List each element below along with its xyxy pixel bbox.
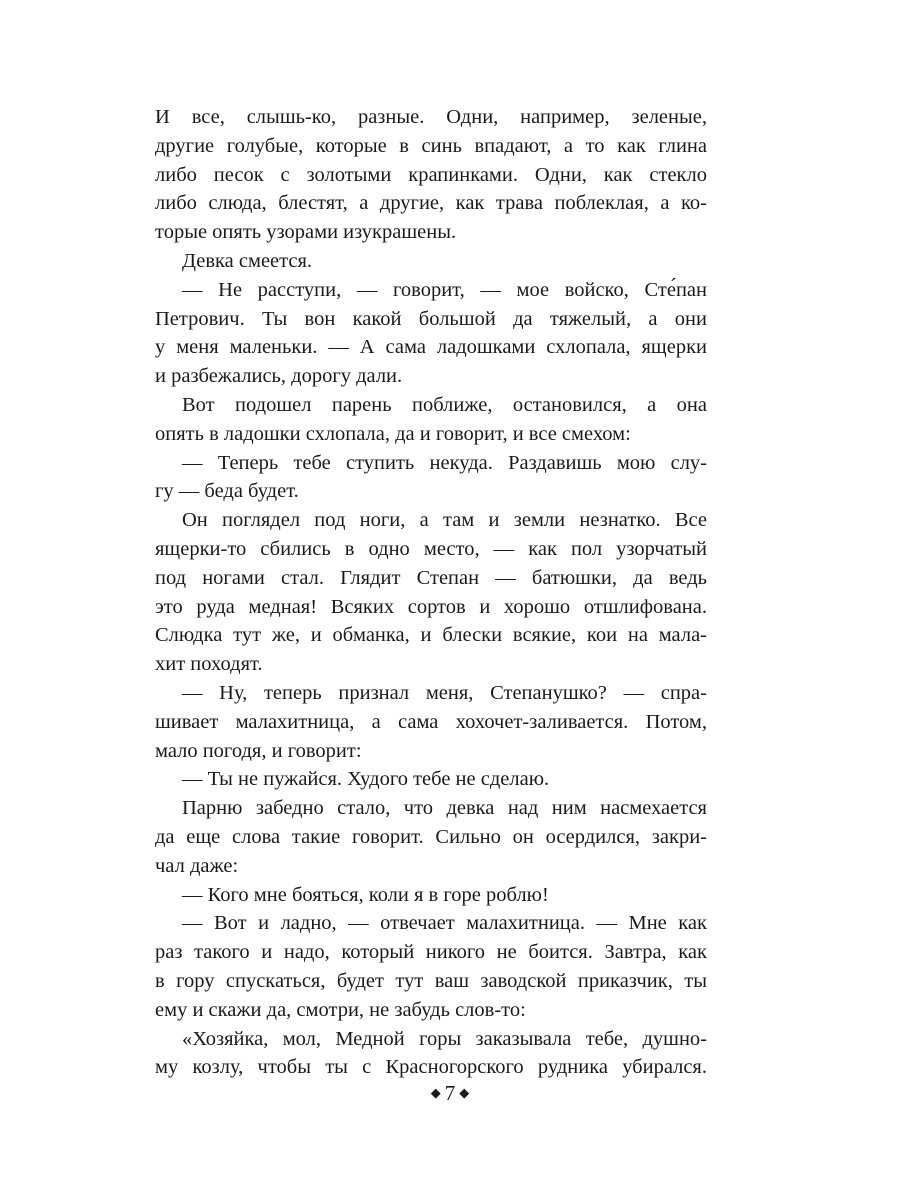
text-line: под ногами стал. Глядит Степан — батюшки, да ведь <box>155 566 707 589</box>
text-line: ящерки-то сбились в одно место, — как пол узорчатый <box>155 537 707 560</box>
page-number-value: 7 <box>444 1081 456 1105</box>
diamond-ornament-icon: ◆ <box>430 1085 441 1100</box>
text-line: ему и скажи да, смотри, не забудь слов-то: <box>155 998 526 1021</box>
text-line: другие голубые, которые в синь впадают, а то как глина <box>155 134 707 157</box>
text-line: в гору спускаться, будет тут ваш заводской приказчик, ты <box>155 969 707 992</box>
text-line: — Ну, теперь признал меня, Степанушко? — спра- <box>182 681 707 704</box>
text-line: Девка смеется. <box>182 249 313 272</box>
text-line: И все, слышь-ко, разные. Одни, например, зеленые, <box>155 106 707 128</box>
text-line: — Теперь тебе ступить некуда. Раздавишь мою слу- <box>182 451 707 474</box>
text-line: му козлу, чтобы ты с Красногорского рудника убирался. <box>155 1056 707 1079</box>
book-page-text <box>155 103 707 1082</box>
text-line: Петрович. Ты вон какой большой да тяжелый, а они <box>155 307 707 330</box>
text-line: хит походят. <box>155 653 263 676</box>
text-line: шивает малахитница, а сама хохочет-заливается. Потом, <box>155 710 707 733</box>
text-line: гу — беда будет. <box>155 480 299 503</box>
text-line: и разбежались, дорогу дали. <box>155 365 403 388</box>
text-line: это руда медная! Всяких сортов и хорошо отшлифована. <box>155 595 707 618</box>
text-line: — Не расступи, — говорит, — мое войско, Сте́пан <box>182 278 707 301</box>
text-line: либо слюда, блестят, а другие, как трава поблеклая, а ко- <box>155 192 707 215</box>
text-line: опять в ладошки схлопала, да и говорит, и все смехом: <box>155 422 631 445</box>
text-line: Он поглядел под ноги, а там и земли незнатко. Все <box>182 509 707 532</box>
text-line: «Хозяйка, мол, Медной горы заказывала тебе, душно- <box>182 1027 707 1050</box>
text-line: мало погодя, и говорит: <box>155 739 362 762</box>
text-line: либо песок с золотыми крапинками. Одни, как стекло <box>155 163 707 186</box>
text-line: у меня маленьки. — А сама ладошками схлопала, ящерки <box>155 336 707 359</box>
text-line: Слюдка тут же, и обманка, и блески всякие, кои на мала- <box>155 624 707 647</box>
text-line: чал даже: <box>155 854 239 877</box>
diamond-ornament-icon: ◆ <box>459 1085 470 1100</box>
text-line: да еще слова такие говорит. Сильно он осердился, закри- <box>155 825 707 848</box>
text-line: — Ты не пужайся. Худого тебе не сделаю. <box>182 768 550 791</box>
page-number <box>0 1079 900 1107</box>
text-line: Вот подошел парень поближе, остановился, а она <box>182 393 707 416</box>
text-line: торые опять узорами изукрашены. <box>155 221 457 244</box>
text-line: Парню забедно стало, что девка над ним насмехается <box>182 797 707 820</box>
text-line: — Кого мне бояться, коли я в горе роблю! <box>182 883 549 906</box>
text-line: — Вот и ладно, — отвечает малахитница. — Мне как <box>182 912 707 935</box>
text-line: раз такого и надо, который никого не боится. Завтра, как <box>155 941 707 964</box>
